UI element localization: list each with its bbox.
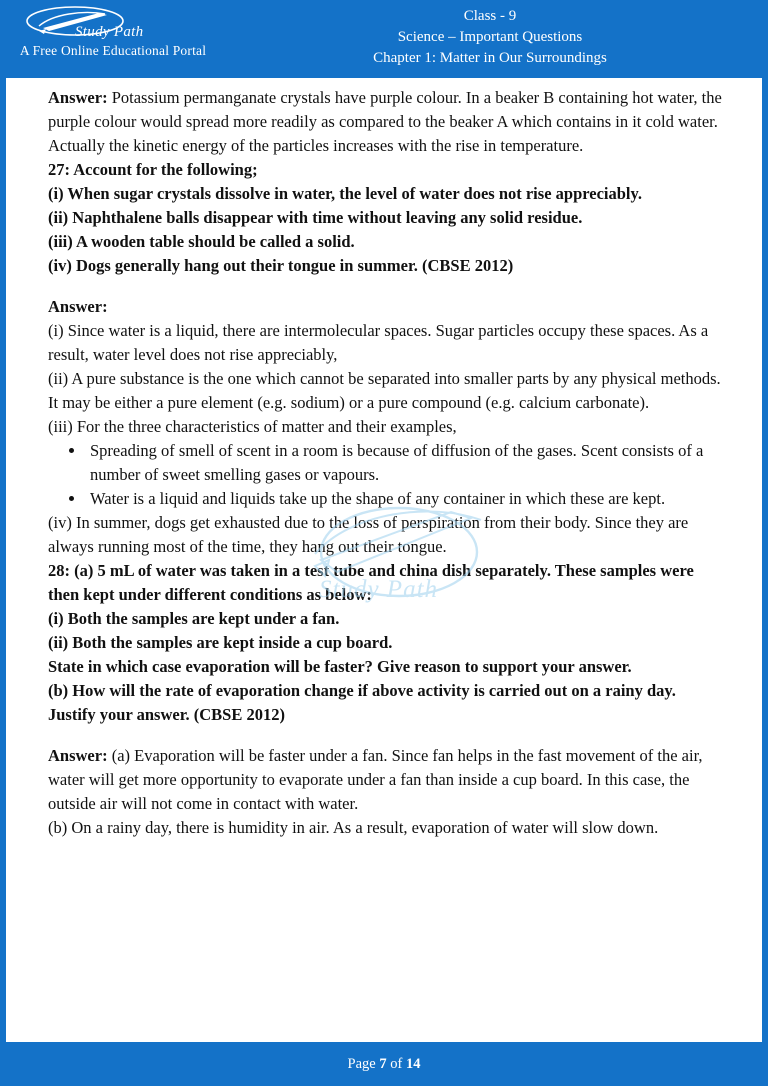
answer-26-paragraph — [48, 86, 722, 158]
footer-page-middle: of — [386, 1056, 406, 1072]
watermark-text: Study Path — [319, 576, 439, 603]
question-27-line-5: (iv) Dogs generally hang out their tongue in summer. (CBSE 2012) — [48, 256, 514, 275]
header-chapter-line: Chapter 1: Matter in Our Surroundings — [373, 50, 607, 66]
header-class-line: Class - 9 — [463, 8, 517, 24]
answer-26-label: Answer: — [48, 88, 108, 107]
page-footer — [0, 1042, 768, 1086]
question-28-block — [48, 559, 722, 727]
header-title-block — [220, 6, 760, 69]
question-28-line-5: (b) How will the rate of evaporation change if above activity is carried out on a rainy day. Justify your answer. (CBSE 2012) — [48, 681, 676, 724]
question-27-line-4: (iii) A wooden table should be called a solid. — [48, 232, 355, 251]
header-subject-line: Science – Important Questions — [397, 29, 583, 45]
answer-27-part-ii: (ii) A pure substance is the one which cannot be separated into smaller parts by any physical methods. It may be either a pure element (e.g. sodium) or a pure compound (e.g. calcium carbonate). — [48, 369, 721, 412]
answer-27-bullet-list — [48, 439, 722, 511]
site-branding — [8, 4, 218, 74]
brand-tagline: A Free Online Educational Portal — [19, 43, 207, 58]
brand-name: Study Path — [75, 24, 144, 40]
answer-26-text: Potassium permanganate crystals have purple colour. In a beaker B containing hot water, the purple colour would spread more readily as compared to the beaker A which contains in it cold water. Actually the kinetic energy of the particles increases with the rise in temperature. — [48, 88, 722, 155]
question-28-line-2: (i) Both the samples are kept under a fan. — [48, 609, 340, 628]
answer-27-part-iii: (iii) For the three characteristics of matter and their examples, — [48, 417, 457, 436]
answer-27-part-iv: (iv) In summer, dogs get exhausted due to the loss of perspiration from their body. Since they are always running most of the time, they hang out their tongue. — [48, 513, 689, 556]
page-content — [6, 78, 762, 1038]
question-27-block — [48, 158, 722, 278]
footer-page-prefix: Page — [347, 1056, 380, 1072]
question-28-line-3: (ii) Both the samples are kept inside a cup board. — [48, 633, 393, 652]
list-item: • Spreading of smell of scent in a room is because of diffusion of the gases. Scent consists of a number of sweet smelling gases or vapours. — [86, 439, 722, 487]
answer-28-part-b: (b) On a rainy day, there is humidity in air. As a result, evaporation of water will slow down. — [48, 818, 659, 837]
answer-27-part-i: (i) Since water is a liquid, there are intermolecular spaces. Sugar particles occupy these spaces. As a result, water level does not rise appreciably, — [48, 321, 709, 364]
answer-27-label: Answer: — [48, 297, 108, 316]
question-28-line-4: State in which case evaporation will be faster? Give reason to support your answer. — [48, 657, 632, 676]
footer-page-number: 7 — [379, 1056, 387, 1072]
question-28-line-1: 28: (a) 5 mL of water was taken in a test tube and china dish separately. These samples were then kept under different conditions as below: — [48, 561, 694, 604]
question-27-line-2: (i) When sugar crystals dissolve in water, the level of water does not rise appreciably. — [48, 184, 642, 203]
footer-total-pages: 14 — [405, 1056, 421, 1072]
answer-28-text-a: (a) Evaporation will be faster under a fan. Since fan helps in the fast movement of the air, water will get more opportunity to evaporate under a fan than inside a cup board. In this case, the outside air will not come in contact with water. — [48, 746, 703, 813]
page-header — [0, 0, 768, 78]
answer-28-part-a — [48, 744, 722, 816]
answer-28-label: Answer: — [48, 746, 108, 765]
question-27-line-1: 27: Account for the following; — [48, 160, 258, 179]
list-item: • Water is a liquid and liquids take up the shape of any container in which these are kept. — [86, 487, 722, 511]
question-27-line-3: (ii) Naphthalene balls disappear with time without leaving any solid residue. — [48, 208, 583, 227]
study-path-logo-icon — [13, 4, 213, 42]
